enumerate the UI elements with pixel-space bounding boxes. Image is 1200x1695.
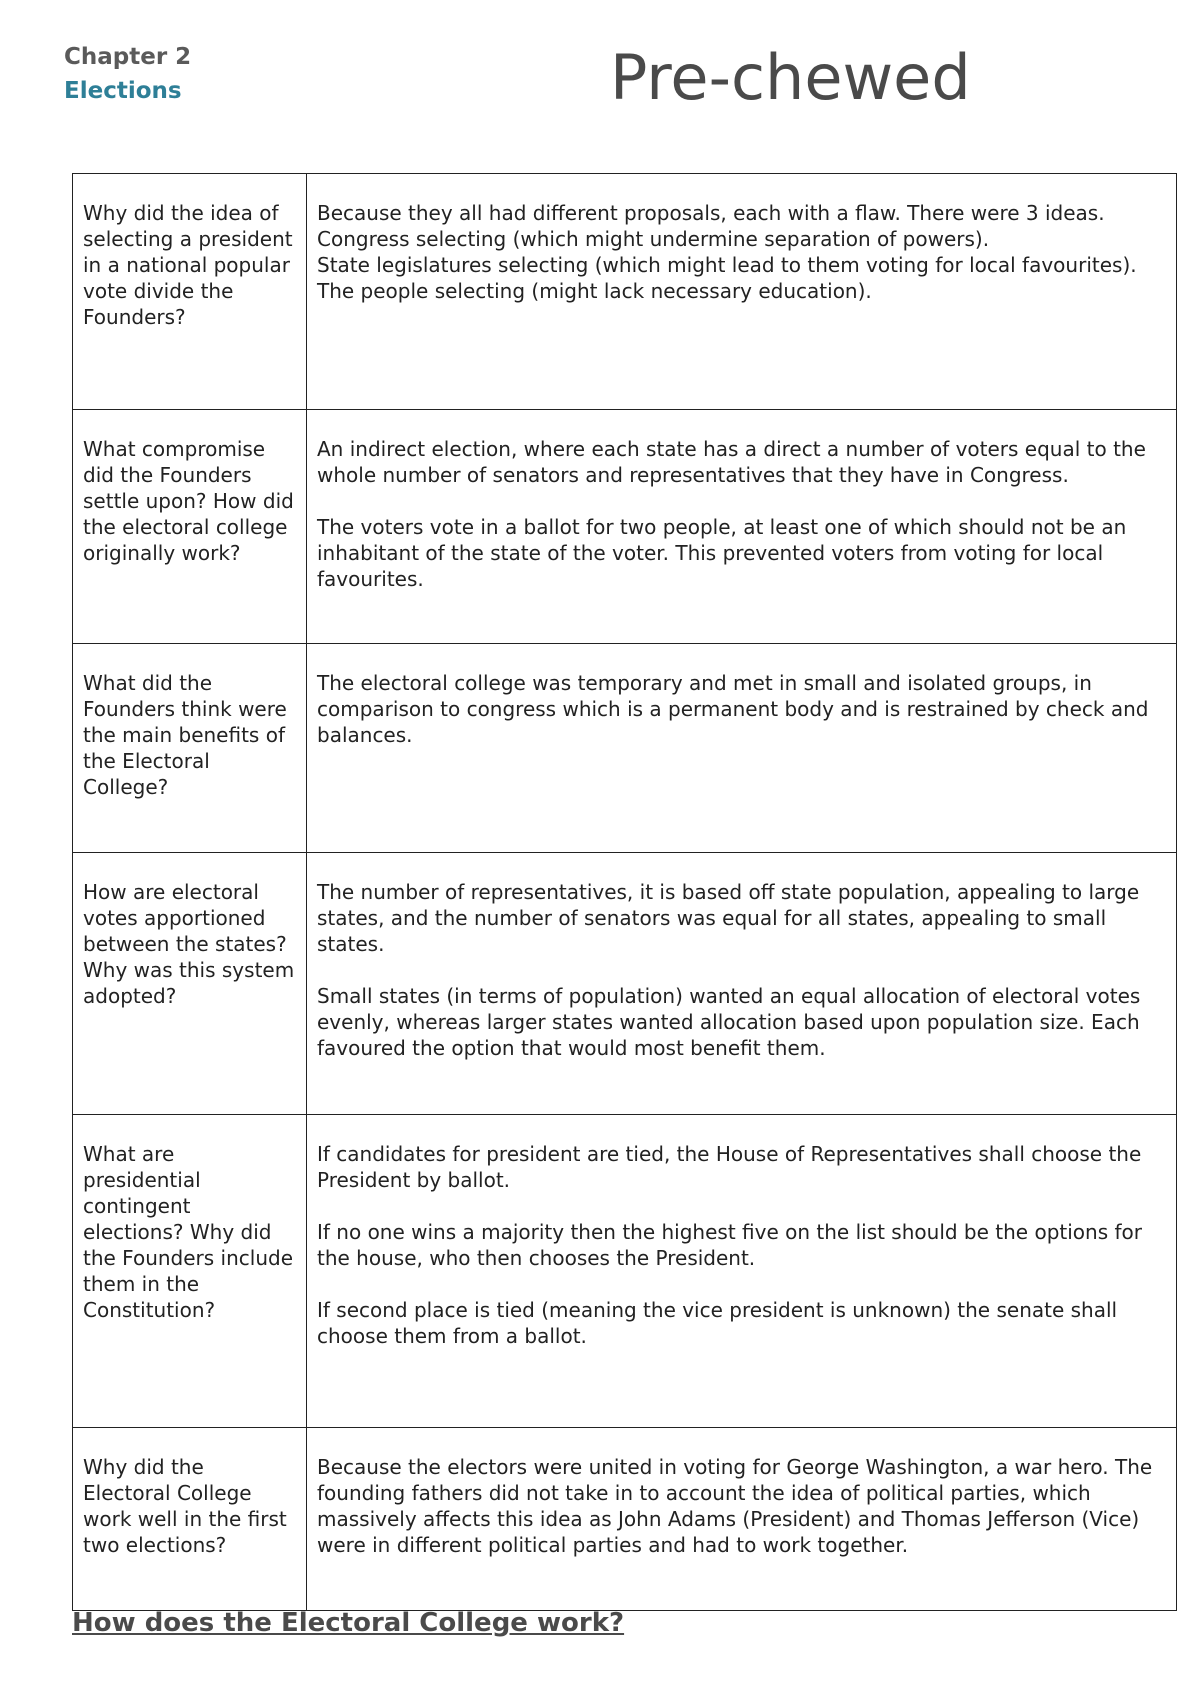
section-heading: How does the Electoral College work? xyxy=(72,1608,625,1638)
answer-paragraph: If candidates for president are tied, the House of Representatives shall choose the President by ballot. xyxy=(317,1142,1142,1192)
answer-paragraph: Because the electors were united in voting for George Washington, a war hero. The founding fathers did not take in to account the idea of political parties, which massively affects this idea as John Adams (President) and Thomas Jefferson (Vice) were in different political parties and had to work together. xyxy=(317,1455,1153,1557)
answer-paragraph: The number of representatives, it is based off state population, appealing to large states, and the number of senators was equal for all states, appealing to small states. xyxy=(317,880,1140,956)
answer-cell xyxy=(307,1115,1177,1428)
answer-cell xyxy=(307,410,1177,644)
question-cell: What did the Founders think were the main benefits of the Electoral College? xyxy=(73,644,307,853)
question-cell: What are presidential contingent elections? Why did the Founders include them in the Constitution? xyxy=(73,1115,307,1428)
answer-paragraph: The electoral college was temporary and met in small and isolated groups, in comparison to congress which is a permanent body and is restrained by check and balances. xyxy=(317,671,1149,747)
question-cell: How are electoral votes apportioned between the states? Why was this system adopted? xyxy=(73,853,307,1115)
table-row xyxy=(73,644,1177,853)
section-title: Elections xyxy=(64,78,182,104)
answer-cell xyxy=(307,1428,1177,1611)
answer-paragraph: If second place is tied (meaning the vice president is unknown) the senate shall choose them from a ballot. xyxy=(317,1298,1118,1348)
answer-paragraph: The voters vote in a ballot for two people, at least one of which should not be an inhabitant of the state of the voter. This prevented voters from voting for local favourites. xyxy=(317,515,1127,591)
question-cell: Why did the Electoral College work well in the first two elections? xyxy=(73,1428,307,1611)
question-cell: Why did the idea of selecting a president in a national popular vote divide the Founders? xyxy=(73,174,307,410)
document-tag: Pre-chewed xyxy=(610,41,971,114)
answer-paragraph: Because they all had different proposals, each with a flaw. There were 3 ideas. Congress selecting (which might undermine separation of powers). State legislatures selecting (which might lead to them voting for local favourites). The people selecting (might lack necessary education). xyxy=(317,201,1137,303)
answer-paragraph: Small states (in terms of population) wanted an equal allocation of electoral votes evenly, whereas larger states wanted allocation based upon population size. Each favoured the option that would most benefit them. xyxy=(317,984,1141,1060)
answer-cell xyxy=(307,644,1177,853)
answer-cell xyxy=(307,174,1177,410)
qa-table xyxy=(72,173,1177,1611)
answer-paragraph: An indirect election, where each state has a direct a number of voters equal to the whole number of senators and representatives that they have in Congress. xyxy=(317,437,1146,487)
question-cell: What compromise did the Founders settle upon? How did the electoral college originally work? xyxy=(73,410,307,644)
table-row xyxy=(73,853,1177,1115)
table-row xyxy=(73,410,1177,644)
chapter-label: Chapter 2 xyxy=(64,44,192,70)
table-row xyxy=(73,1115,1177,1428)
table-row xyxy=(73,1428,1177,1611)
table-row xyxy=(73,174,1177,410)
answer-cell xyxy=(307,853,1177,1115)
answer-paragraph: If no one wins a majority then the highest five on the list should be the options for the house, who then chooses the President. xyxy=(317,1220,1142,1270)
